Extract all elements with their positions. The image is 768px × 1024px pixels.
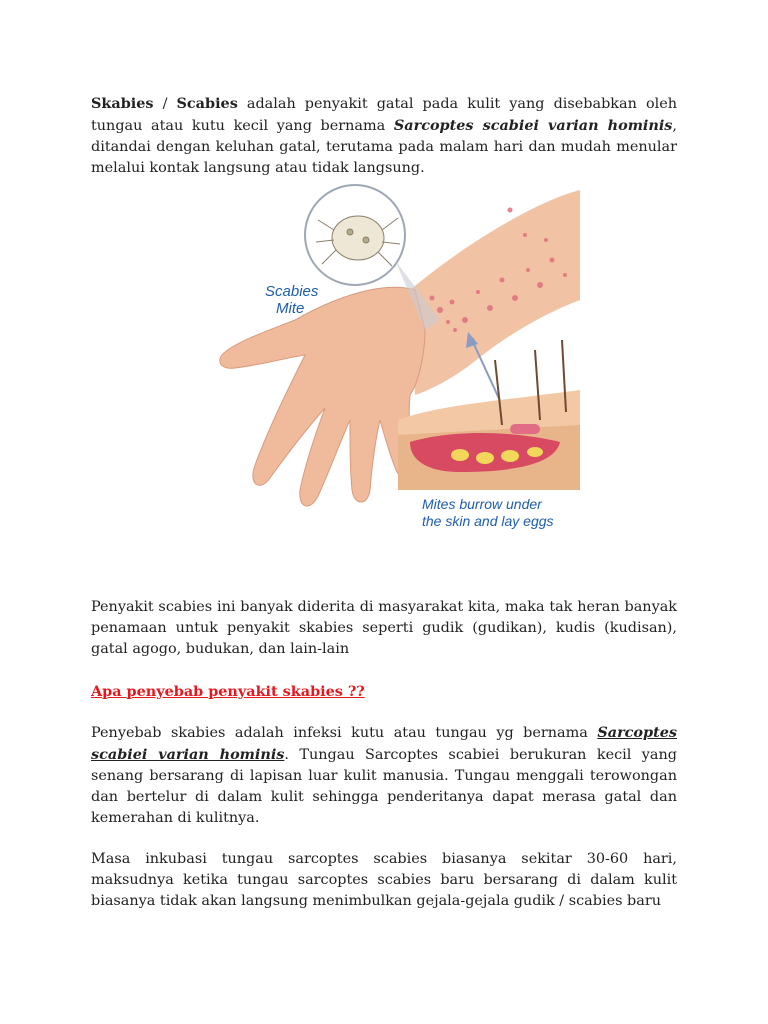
species-name-underlined: Sarcoptes scabiei varian hominis (91, 724, 677, 763)
term-skabies: Skabies (91, 95, 154, 112)
body-paragraph-cause (91, 722, 677, 829)
scabies-illustration (210, 180, 580, 535)
label-burrow-line2: the skin and lay eggs (422, 513, 554, 529)
intro-paragraph (91, 93, 677, 179)
intro-text-b: , ditandai dengan keluhan gatal, terutama pada malam hari dan mudah menular melalui kontak langsung atau tidak langsung. (91, 118, 677, 176)
label-burrow-line1: Mites burrow under (422, 496, 542, 512)
intro-text-a: adalah penyakit gatal pada kulit yang disebabkan oleh tungau atau kutu kecil yang bernama (91, 96, 678, 134)
label-scabies-mite-line2: Mite (276, 300, 305, 317)
term-separator: / (153, 96, 177, 112)
term-scabies: Scabies (176, 95, 238, 112)
cause-text-a: Penyebab skabies adalah infeksi kutu atau tungau yg bernama (91, 725, 598, 741)
hand-shape (220, 287, 425, 506)
cause-text-b: . Tungau Sarcoptes scabiei berukuran kecil yang senang bersarang di lapisan luar kulit manusia. Tungau menggali terowongan dan bertelur di dalam kulit sehingga penderitanya dapat merasa gatal dan kemerahan di kulitnya. (91, 747, 677, 826)
species-name: Sarcoptes scabiei varian hominis (393, 117, 673, 134)
scabies-illustration-svg (210, 180, 580, 535)
body-paragraph-names: Penyakit scabies ini banyak diderita di masyarakat kita, maka tak heran banyak penamaan untuk penyakit skabies seperti gudik (gudikan), kudis (kudisan), gatal agogo, budukan, dan lain-lain (91, 599, 677, 657)
body-paragraph-incubation: Masa inkubasi tungau sarcoptes scabies biasanya sekitar 30-60 hari, maksudnya ketika tungau sarcoptes scabies baru bersarang di dalam kulit biasanya tidak akan langsung menimbulkan gejala-gejala gudik / scabies baru (91, 851, 677, 909)
label-scabies-mite-line1: Scabies (265, 283, 319, 300)
section-heading: Apa penyebab penyakit skabies ?? (91, 683, 365, 700)
